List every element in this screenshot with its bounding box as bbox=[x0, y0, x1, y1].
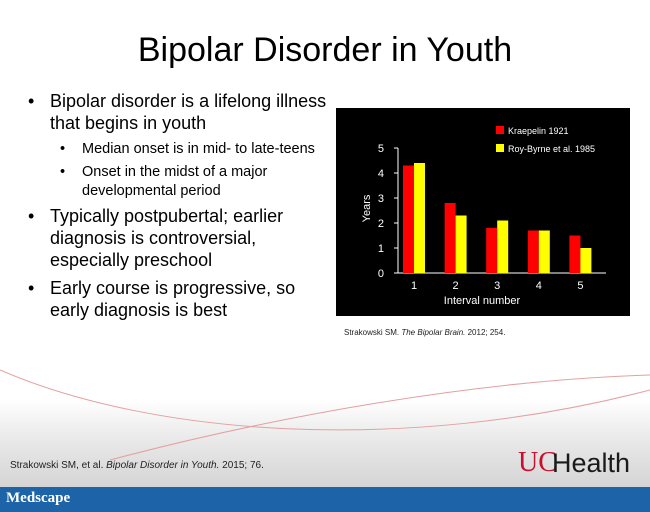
bar-chart bbox=[336, 108, 630, 316]
sub-bullet-median-onset: • Median onset is in mid- to late-teens bbox=[24, 140, 334, 159]
chart-citation-details: 2012; 254. bbox=[465, 328, 506, 337]
legend-swatch bbox=[496, 126, 504, 134]
bar-kraepelin bbox=[486, 228, 497, 273]
chart-citation-title: The Bipolar Brain. bbox=[401, 328, 466, 337]
legend-swatch bbox=[496, 144, 504, 152]
bar-kraepelin bbox=[569, 236, 580, 274]
citation-title: Bipolar Disorder in Youth. bbox=[106, 460, 220, 471]
bar-roy-byrne bbox=[539, 231, 550, 274]
footer-bar bbox=[0, 487, 650, 512]
bar-roy-byrne bbox=[497, 221, 508, 274]
bullet-postpubertal: • Typically postpubertal; earlier diagnosis is controversial, especially preschool bbox=[24, 205, 334, 271]
bar-roy-byrne bbox=[456, 216, 467, 274]
bar-roy-byrne bbox=[580, 248, 591, 273]
medscape-logo: Medscape bbox=[6, 490, 71, 506]
y-tick-label: 4 bbox=[377, 168, 384, 180]
chart-citation-author: Strakowski SM. bbox=[344, 328, 402, 337]
bar-kraepelin bbox=[445, 203, 456, 273]
bullet-onset: • Bipolar disorder is a lifelong illness that begins in youth bbox=[24, 90, 334, 134]
bar-kraepelin bbox=[528, 231, 539, 274]
x-tick-label: 2 bbox=[452, 280, 459, 292]
sub-bullet-developmental: • Onset in the midst of a major developmental period bbox=[24, 163, 334, 201]
health-logo-text: Health bbox=[552, 448, 631, 478]
x-tick-label: 1 bbox=[410, 280, 418, 292]
bullet-early-course: • Early course is progressive, so early diagnosis is best bbox=[24, 277, 334, 321]
x-tick-label: 5 bbox=[577, 280, 584, 292]
citation-author: Strakowski SM, et al. bbox=[10, 460, 107, 471]
y-tick-label: 5 bbox=[377, 143, 384, 155]
bar-kraepelin bbox=[403, 166, 414, 274]
x-tick-label: 4 bbox=[535, 280, 542, 292]
bar-roy-byrne bbox=[414, 163, 425, 273]
uc-logo-mark: UC bbox=[518, 447, 557, 478]
y-tick-label: 2 bbox=[377, 218, 384, 230]
slide-title: Bipolar Disorder in Youth bbox=[137, 31, 513, 69]
x-axis-label: Interval number bbox=[443, 295, 521, 307]
chart-citation bbox=[344, 328, 505, 337]
x-tick-label: 3 bbox=[494, 280, 501, 292]
bullet-list bbox=[24, 90, 334, 327]
y-tick-label: 0 bbox=[377, 268, 384, 280]
citation-details: 2015; 76. bbox=[219, 460, 264, 471]
y-tick-label: 3 bbox=[377, 193, 384, 205]
y-axis-label: Years bbox=[361, 194, 373, 223]
chart-canvas bbox=[336, 108, 630, 316]
y-tick-label: 1 bbox=[377, 243, 384, 255]
legend-label: Kraepelin 1921 bbox=[508, 126, 569, 136]
slide-citation bbox=[10, 460, 264, 471]
legend-label: Roy-Byrne et al. 1985 bbox=[508, 144, 596, 154]
